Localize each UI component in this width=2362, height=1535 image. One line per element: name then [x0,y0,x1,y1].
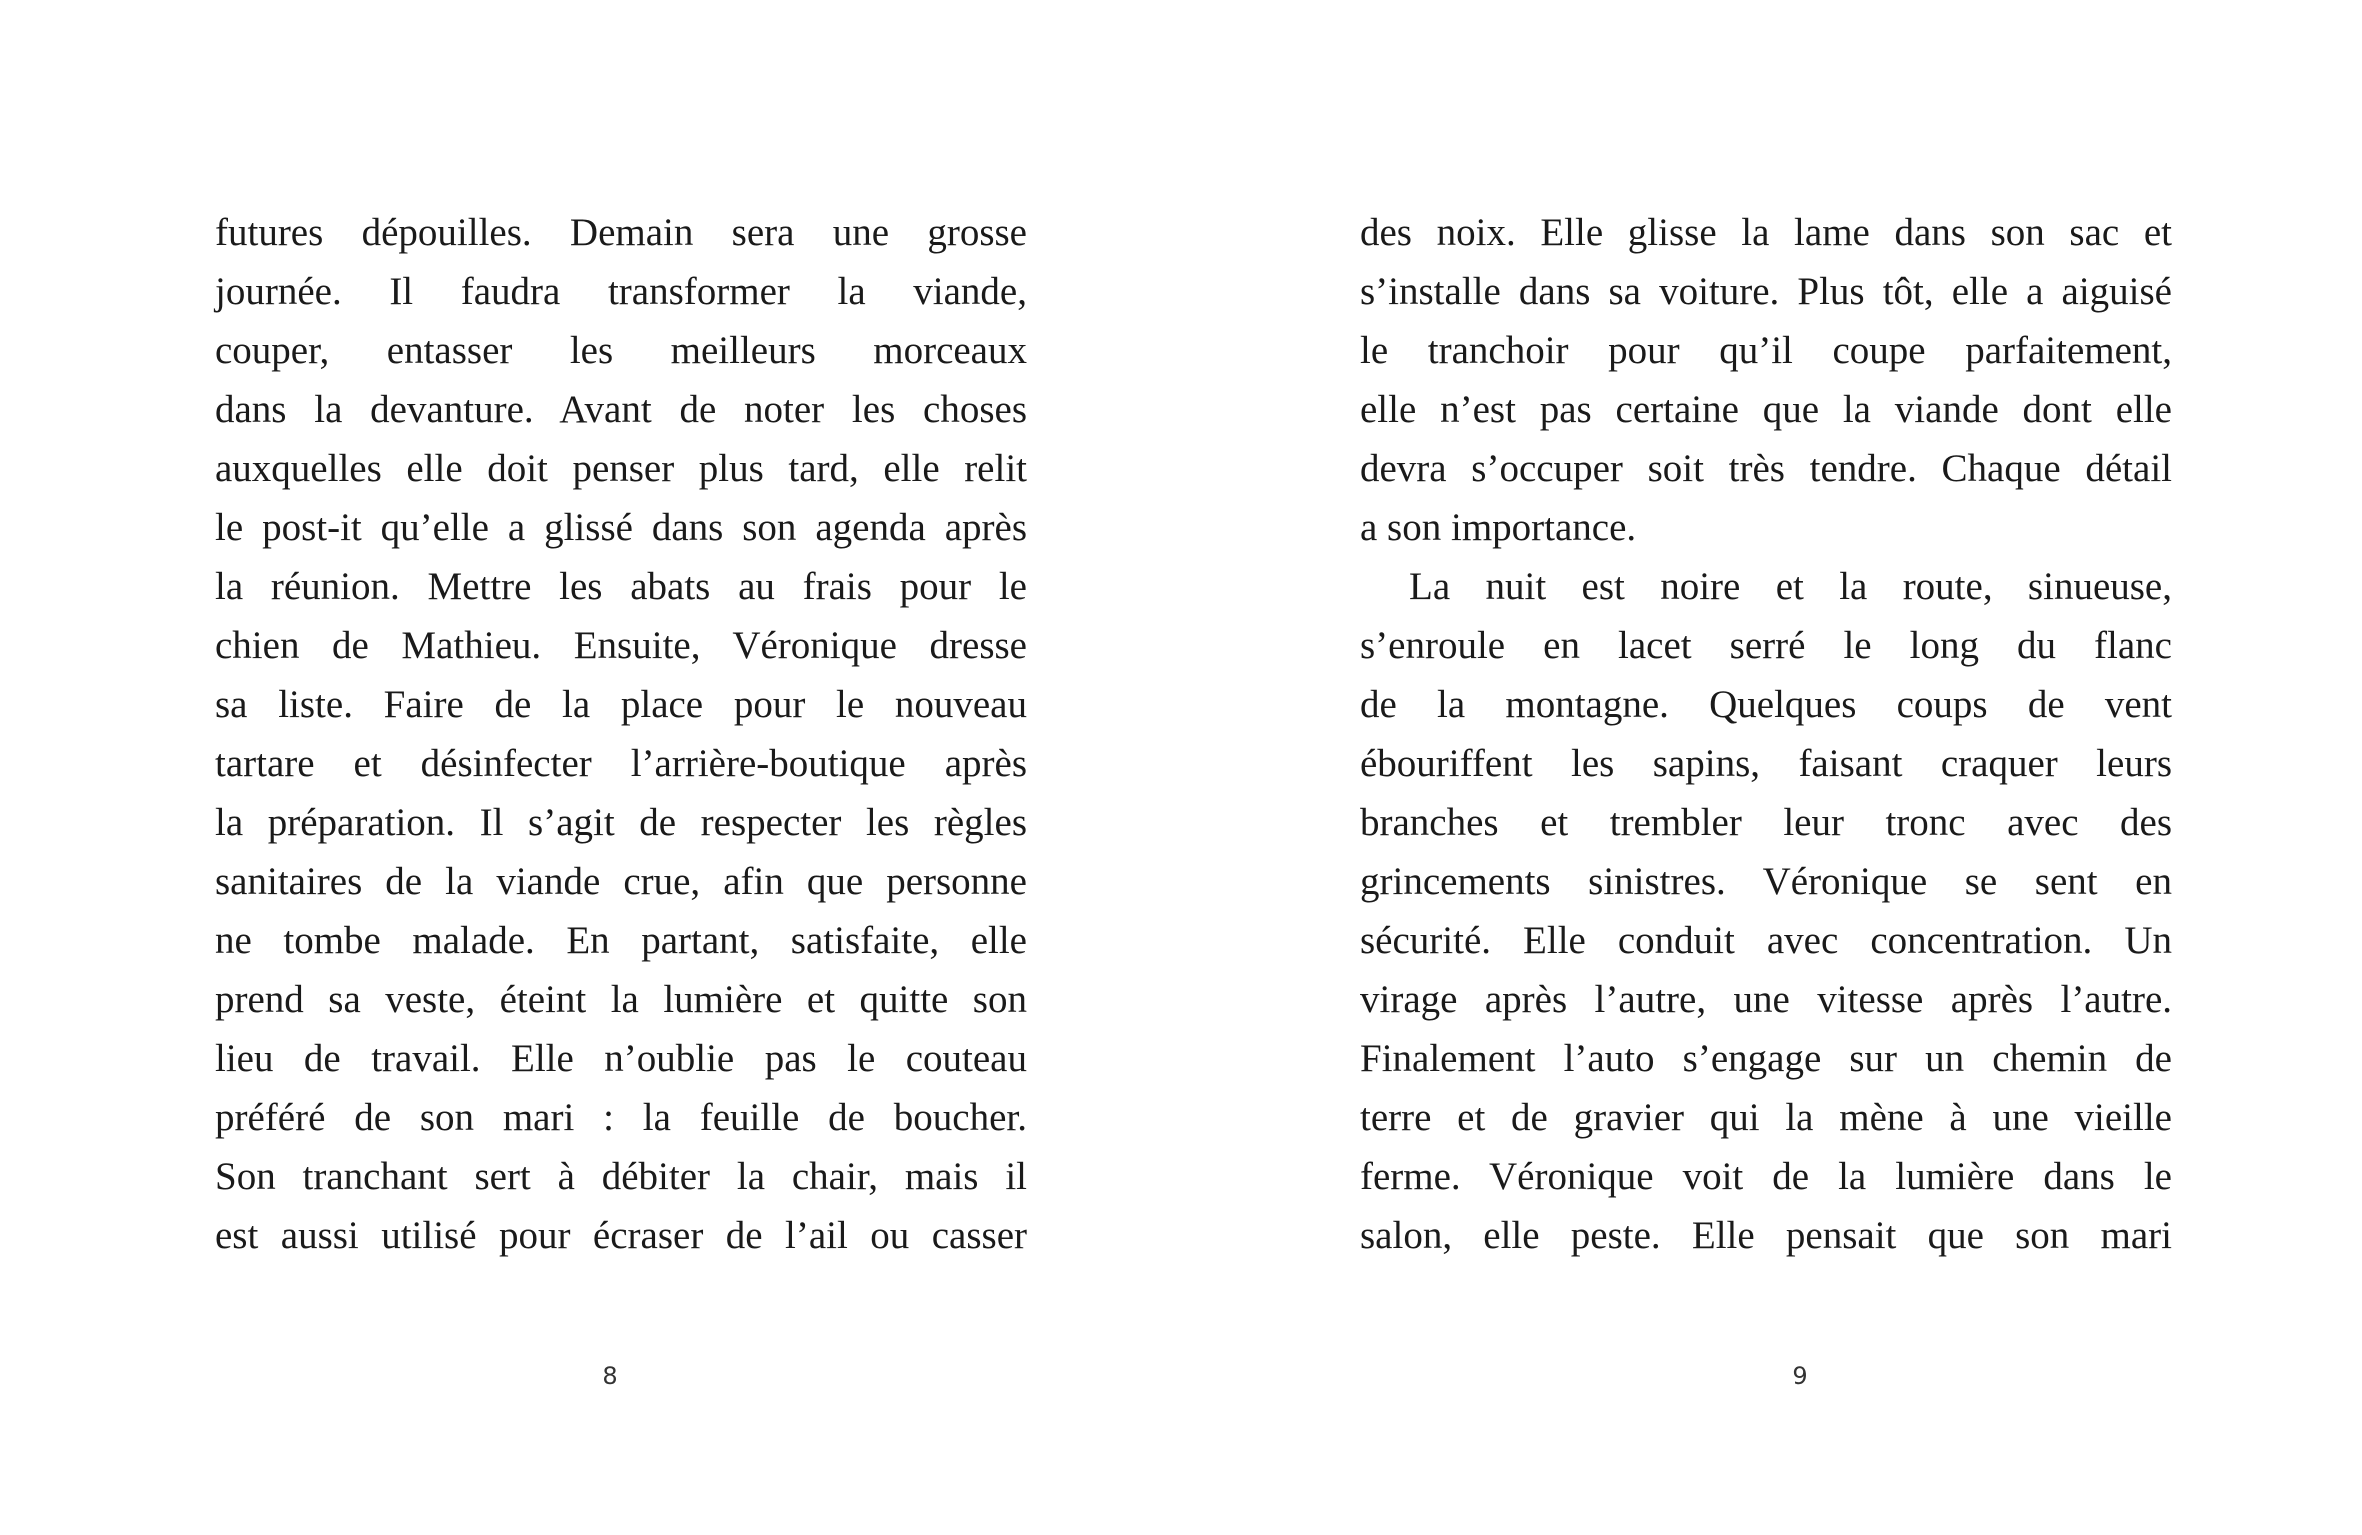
text-line: de la montagne. Quelques coups de vent [1360,683,2172,726]
text-line: ébouriffent les sapins, faisant craquer leurs [1360,742,2172,785]
page-number: 8 [602,1362,618,1390]
text-line: chien de Mathieu. Ensuite, Véronique dresse [215,624,1027,667]
text-line: ferme. Véronique voit de la lumière dans le [1360,1155,2172,1198]
left-page-text [215,203,1027,1265]
text-line: des noix. Elle glisse la lame dans son sac et [1360,211,2172,254]
right-page [1181,0,2362,1535]
text-line: préféré de son mari : la feuille de boucher. [215,1096,1027,1139]
text-line: la préparation. Il s’agit de respecter les règles [215,801,1027,844]
text-line: sécurité. Elle conduit avec concentration. Un [1360,919,2172,962]
text-line: terre et de gravier qui la mène à une vieille [1360,1096,2172,1139]
text-line: sanitaires de la viande crue, afin que personne [215,860,1027,903]
text-line: la réunion. Mettre les abats au frais pour le [215,565,1027,608]
text-line: lieu de travail. Elle n’oublie pas le couteau [215,1037,1027,1080]
text-line: grincements sinistres. Véronique se sent en [1360,860,2172,903]
page-number: 9 [1792,1362,1808,1390]
text-line: ne tombe malade. En partant, satisfaite, elle [215,919,1027,962]
text-line: Son tranchant sert à débiter la chair, mais il [215,1155,1027,1198]
text-line: elle n’est pas certaine que la viande dont elle [1360,388,2172,431]
text-line: journée. Il faudra transformer la viande, [215,270,1027,313]
paragraph-last-line: a son importance. [1360,506,1637,549]
paragraph-first-line: La nuit est noire et la route, sinueuse, [1409,565,2172,608]
text-line: couper, entasser les meilleurs morceaux [215,329,1027,372]
text-line: prend sa veste, éteint la lumière et quitte son [215,978,1027,1021]
text-line: devra s’occuper soit très tendre. Chaque détail [1360,447,2172,490]
text-line: s’installe dans sa voiture. Plus tôt, elle a aiguisé [1360,270,2172,313]
text-line: le post-it qu’elle a glissé dans son agenda après [215,506,1027,549]
text-line: s’enroule en lacet serré le long du flanc [1360,624,2172,667]
text-line: Finalement l’auto s’engage sur un chemin de [1360,1037,2172,1080]
text-line: branches et trembler leur tronc avec des [1360,801,2172,844]
text-line: tartare et désinfecter l’arrière-boutique après [215,742,1027,785]
text-line: virage après l’autre, une vitesse après l’autre. [1360,978,2172,1021]
text-line: salon, elle peste. Elle pensait que son mari [1360,1214,2172,1257]
text-line: dans la devanture. Avant de noter les choses [215,388,1027,431]
text-line: futures dépouilles. Demain sera une grosse [215,211,1027,254]
text-line: le tranchoir pour qu’il coupe parfaitement, [1360,329,2172,372]
text-line: sa liste. Faire de la place pour le nouveau [215,683,1027,726]
text-line: est aussi utilisé pour écraser de l’ail ou casser [215,1214,1027,1257]
text-line: auxquelles elle doit penser plus tard, elle relit [215,447,1027,490]
right-page-text [1360,203,2172,1265]
